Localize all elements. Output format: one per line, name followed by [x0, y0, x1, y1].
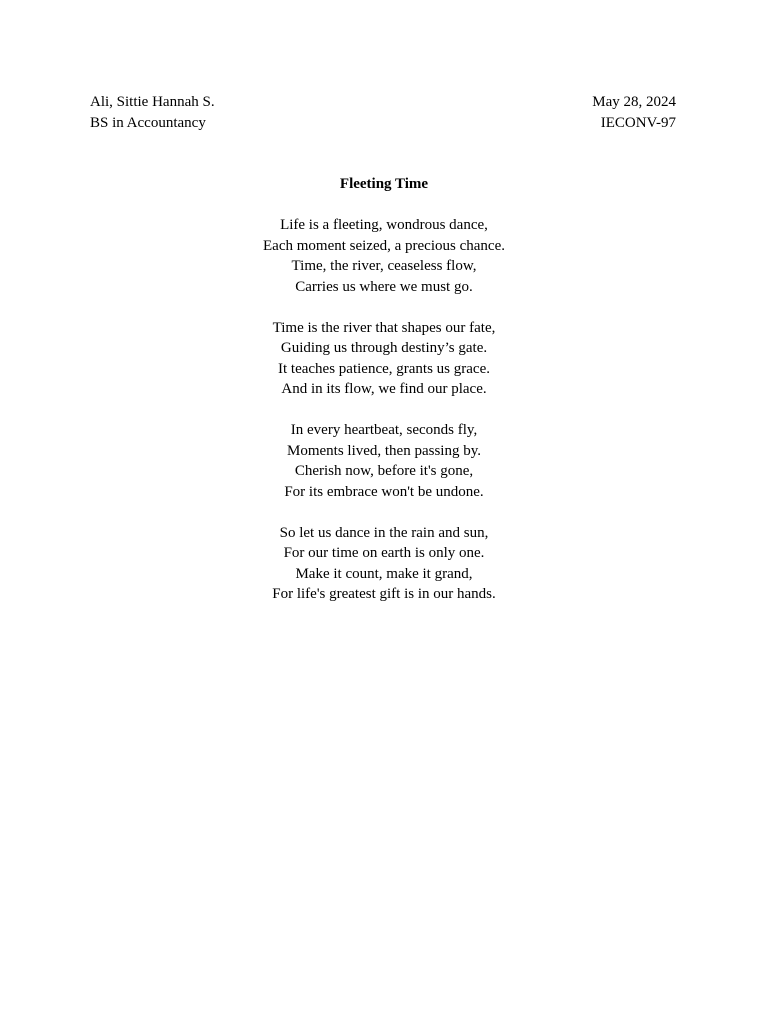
header-left — [90, 92, 215, 133]
poem-line: So let us dance in the rain and sun, — [279, 524, 489, 541]
poem-line: Moments lived, then passing by. — [286, 442, 481, 459]
course-code: IECONV-97 — [600, 114, 676, 131]
poem-line: For its embrace won't be undone. — [284, 483, 484, 500]
poem-line: Cherish now, before it's gone, — [294, 463, 474, 479]
poem-line: Make it count, make it grand, — [295, 565, 473, 582]
header-right — [592, 92, 676, 133]
poem-line: For our time on earth is only one. — [283, 545, 485, 561]
poem-line: Life is a fleeting, wondrous dance, — [280, 217, 488, 233]
poem-line: Time is the river that shapes our fate, — [272, 319, 496, 336]
poem-line: Carries us where we must go. — [295, 278, 473, 295]
poem-line: And in its flow, we find our place. — [281, 381, 487, 397]
document-header — [90, 92, 676, 133]
stanza-4 — [0, 523, 768, 605]
poem-line: It teaches patience, grants us grace. — [278, 360, 490, 377]
poem-line: For life's greatest gift is in our hands. — [272, 586, 496, 602]
author-program: BS in Accountancy — [90, 114, 206, 131]
poem — [0, 174, 768, 625]
poem-line: In every heartbeat, seconds fly, — [290, 422, 478, 438]
poem-line: Guiding us through destiny’s gate. — [280, 340, 488, 356]
document-date: May 28, 2024 — [592, 94, 676, 110]
poem-line: Time, the river, ceaseless flow, — [291, 258, 477, 274]
stanza-1 — [0, 215, 768, 297]
stanza-2 — [0, 318, 768, 400]
author-name: Ali, Sittie Hannah S. — [90, 94, 215, 110]
poem-line: Each moment seized, a precious chance. — [263, 237, 505, 254]
poem-title: Fleeting Time — [339, 176, 429, 192]
stanza-3 — [0, 420, 768, 502]
